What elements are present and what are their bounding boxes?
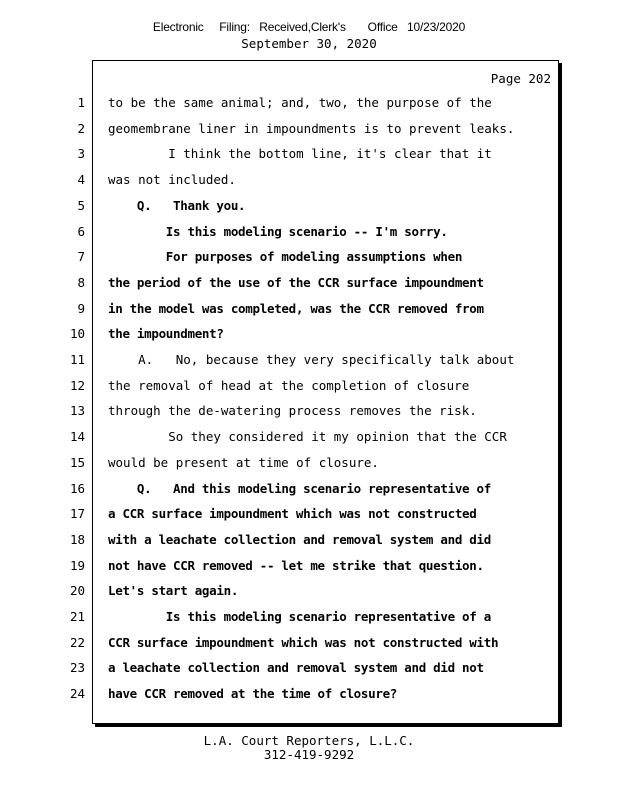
line-number: 4 [77, 172, 85, 188]
line-number: 24 [69, 686, 85, 702]
line-number: 18 [69, 531, 85, 547]
line-number: 19 [69, 557, 85, 573]
line-number: 10 [69, 326, 85, 342]
reporter-firm: L.A. Court Reporters, L.L.C. [203, 733, 415, 748]
line-number: 17 [69, 506, 85, 522]
line-text: have CCR removed at the time of closure? [108, 686, 398, 702]
filing-stamp: Electronic Filing: Received,Clerk's Office 10/23/2020 [152, 20, 466, 34]
line-text: Q. Thank you. [108, 197, 246, 213]
line-number: 5 [77, 197, 85, 213]
transcript-date: September 30, 2020 [241, 36, 377, 51]
line-text: Let's start again. [108, 583, 239, 599]
line-text: through the de-watering process removes the risk. [108, 403, 477, 419]
line-number: 16 [69, 480, 85, 496]
line-number: 2 [77, 120, 85, 136]
line-text: not have CCR removed -- let me strike that question. [108, 557, 484, 573]
line-text: Q. And this modeling scenario representative of [108, 480, 491, 496]
line-number: 23 [69, 660, 85, 676]
line-number: 1 [77, 95, 85, 110]
line-number: 8 [77, 274, 85, 290]
line-number: 11 [69, 352, 85, 367]
line-number: 22 [69, 634, 85, 650]
page-number: Page 202 [490, 71, 551, 86]
line-number: 13 [69, 403, 85, 419]
line-number: 14 [69, 429, 85, 445]
line-text: was not included. [108, 172, 236, 188]
line-text: a leachate collection and removal system and did not [108, 660, 484, 676]
line-text: the impoundment? [108, 326, 224, 342]
line-number: 9 [77, 300, 85, 316]
line-number: 21 [69, 609, 85, 624]
line-number: 6 [77, 223, 85, 239]
line-text: would be present at time of closure. [108, 454, 379, 470]
line-text: in the model was completed, was the CCR removed from [108, 300, 484, 316]
line-text: a CCR surface impoundment which was not constructed [108, 506, 477, 522]
line-text: the removal of head at the completion of closure [108, 377, 470, 393]
reporter-phone: 312-419-9292 [263, 747, 355, 762]
line-number: 15 [69, 454, 85, 470]
line-text: I think the bottom line, it's clear that it [108, 146, 492, 162]
line-text: Is this modeling scenario -- I'm sorry. [108, 223, 448, 239]
line-text: Is this modeling scenario representative of a [108, 609, 491, 624]
line-text: CCR surface impoundment which was not constructed with [108, 634, 499, 650]
line-number: 3 [77, 146, 85, 162]
line-number: 7 [77, 249, 85, 265]
line-text: to be the same animal; and, two, the purpose of the [108, 95, 492, 110]
line-text: A. No, because they very specifically talk about [108, 352, 515, 367]
line-text: So they considered it my opinion that the CCR [108, 429, 507, 445]
line-number: 20 [69, 583, 85, 599]
line-text: For purposes of modeling assumptions when [108, 249, 463, 265]
line-text: with a leachate collection and removal system and did [108, 531, 491, 547]
line-text: geomembrane liner in impoundments is to prevent leaks. [108, 120, 515, 136]
line-text: the period of the use of the CCR surface impoundment [108, 274, 484, 290]
line-number: 12 [69, 377, 85, 393]
